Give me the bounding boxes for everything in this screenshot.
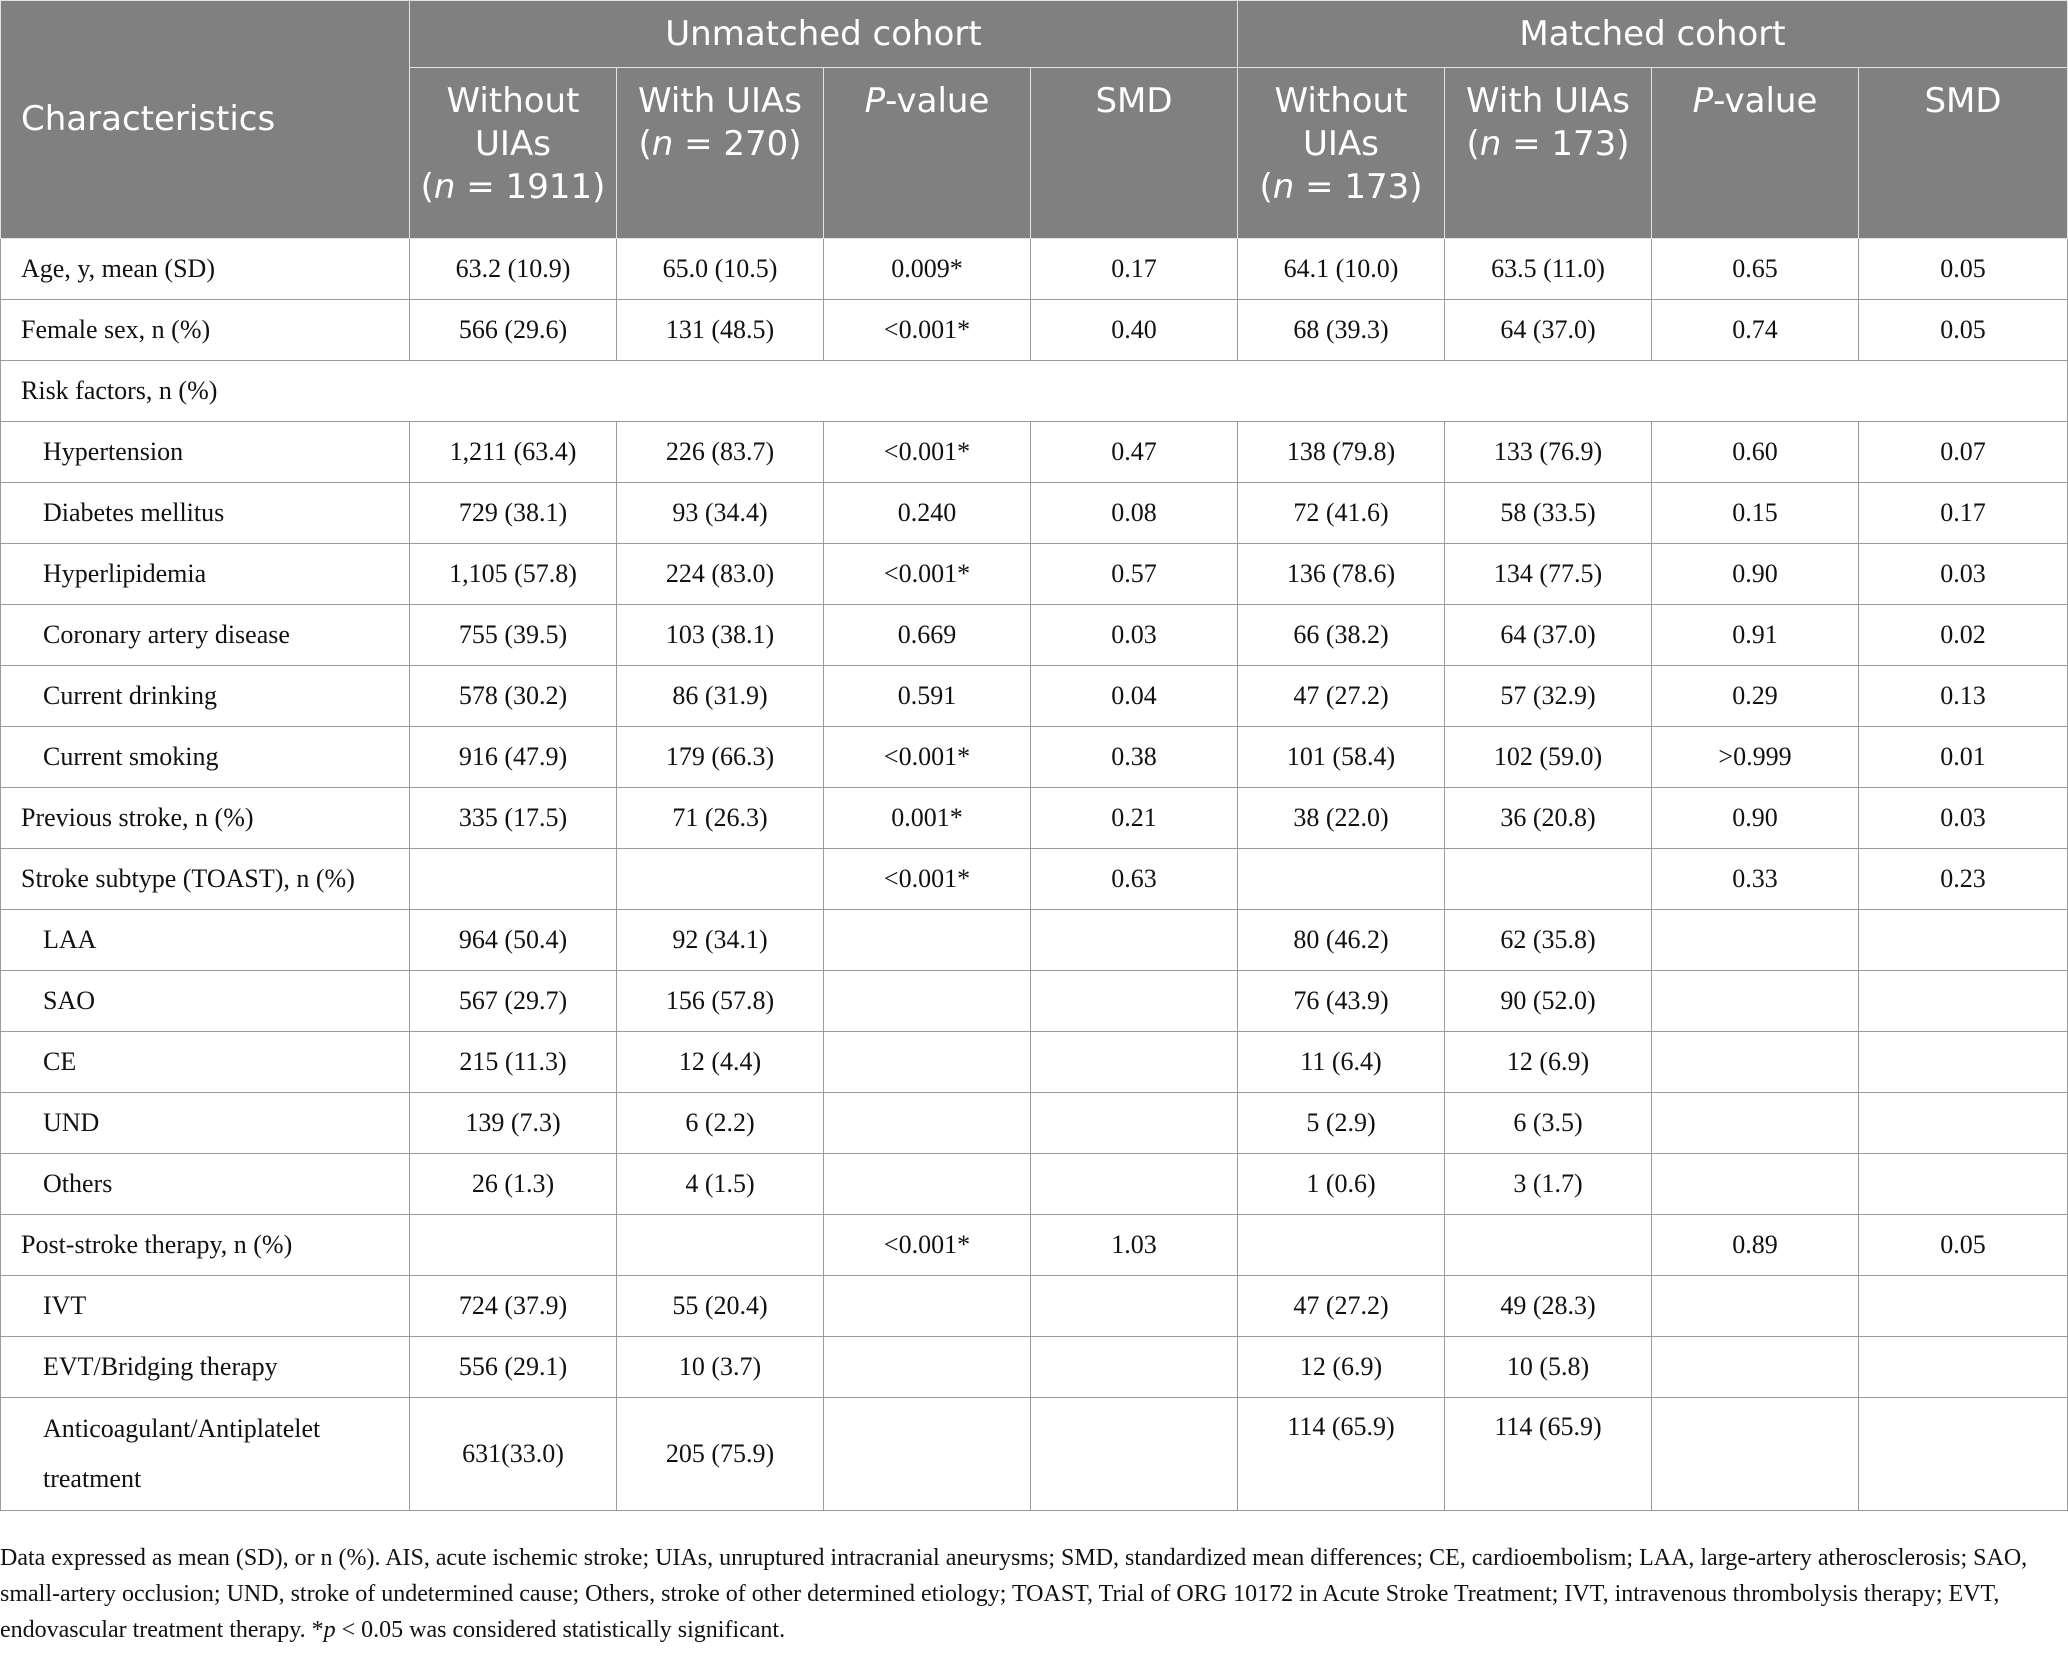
cell — [824, 1398, 1031, 1511]
cell — [1238, 1215, 1445, 1276]
cell: 578 (30.2) — [410, 666, 617, 727]
row-label: Female sex, n (%) — [1, 300, 410, 361]
cell: 0.57 — [1031, 544, 1238, 605]
cell: >0.999 — [1652, 727, 1859, 788]
header-n-symbol: n — [651, 124, 674, 164]
cell: 1 (0.6) — [1238, 1154, 1445, 1215]
table-row — [1, 1398, 2068, 1511]
cell: <0.001* — [824, 300, 1031, 361]
table-footnote — [0, 1540, 2040, 1648]
row-label: SAO — [1, 971, 410, 1032]
cell: 139 (7.3) — [410, 1093, 617, 1154]
cell: 0.05 — [1859, 239, 2068, 300]
cell: 10 (3.7) — [617, 1337, 824, 1398]
cell: 68 (39.3) — [1238, 300, 1445, 361]
cell: 136 (78.6) — [1238, 544, 1445, 605]
cell: 0.60 — [1652, 422, 1859, 483]
cell: 55 (20.4) — [617, 1276, 824, 1337]
row-label: Diabetes mellitus — [1, 483, 410, 544]
cell — [1652, 1337, 1859, 1398]
cell — [410, 1215, 617, 1276]
cell: 66 (38.2) — [1238, 605, 1445, 666]
cell: 131 (48.5) — [617, 300, 824, 361]
cell: 1,211 (63.4) — [410, 422, 617, 483]
header-unmatched-without: Without UIAs (n = 1911) — [410, 68, 617, 239]
header-matched-smd: SMD — [1859, 68, 2068, 239]
table-row — [1, 422, 2068, 483]
cell — [1031, 971, 1238, 1032]
cell: 0.009* — [824, 239, 1031, 300]
footnote-text: Data expressed as mean (SD), or n (%). AIS, acute ischemic stroke; UIAs, unruptured intracranial aneurysms; SMD, standardized mean differences; CE, cardioembolism; LAA, large-artery atherosclerosis; SAO, small-artery occlusion; UND, stroke of undetermined cause; Others, stroke of other determined etiology; TOAST, Trial of ORG 10172 in Acute Stroke Treatment; IVT, intravenous thrombolysis therapy; EVT, endovascular treatment therapy. * — [0, 1545, 2028, 1643]
cell: 1.03 — [1031, 1215, 1238, 1276]
cell — [1031, 910, 1238, 971]
cell: 0.01 — [1859, 727, 2068, 788]
cell: 63.2 (10.9) — [410, 239, 617, 300]
cell — [1652, 1032, 1859, 1093]
cell: 114 (65.9) — [1238, 1398, 1445, 1511]
table-row — [1, 727, 2068, 788]
cell — [1859, 910, 2068, 971]
cell — [1031, 1276, 1238, 1337]
row-label: IVT — [1, 1276, 410, 1337]
row-label: Coronary artery disease — [1, 605, 410, 666]
cell — [1031, 1337, 1238, 1398]
table-row — [1, 483, 2068, 544]
cell — [824, 1093, 1031, 1154]
table-row — [1, 544, 2068, 605]
cell: 47 (27.2) — [1238, 666, 1445, 727]
cell: 133 (76.9) — [1445, 422, 1652, 483]
cell — [1859, 1337, 2068, 1398]
cell — [1859, 1032, 2068, 1093]
cell: 92 (34.1) — [617, 910, 824, 971]
row-label: Hyperlipidemia — [1, 544, 410, 605]
cell — [1652, 1154, 1859, 1215]
table-row — [1, 605, 2068, 666]
cell: 76 (43.9) — [1238, 971, 1445, 1032]
header-n-symbol: n — [1272, 167, 1295, 207]
cell: 631(33.0) — [410, 1398, 617, 1511]
cell: 755 (39.5) — [410, 605, 617, 666]
cell: 102 (59.0) — [1445, 727, 1652, 788]
cell: 0.02 — [1859, 605, 2068, 666]
cell: 215 (11.3) — [410, 1032, 617, 1093]
cell: 0.17 — [1031, 239, 1238, 300]
header-n-value: = 173) — [1294, 167, 1423, 207]
header-n-value: = 1911) — [455, 167, 606, 207]
table-row — [1, 1215, 2068, 1276]
cell: 0.05 — [1859, 1215, 2068, 1276]
cell — [1652, 971, 1859, 1032]
header-n-value: = 270) — [673, 124, 802, 164]
header-unmatched-pvalue — [824, 68, 1031, 239]
cell: 11 (6.4) — [1238, 1032, 1445, 1093]
cell: 57 (32.9) — [1445, 666, 1652, 727]
table-row — [1, 910, 2068, 971]
cell: <0.001* — [824, 849, 1031, 910]
cell — [1859, 1276, 2068, 1337]
cell: 0.08 — [1031, 483, 1238, 544]
table-row — [1, 1276, 2068, 1337]
header-matched-without: Without UIAs (n = 173) — [1238, 68, 1445, 239]
table-row — [1, 788, 2068, 849]
cell: 12 (6.9) — [1445, 1032, 1652, 1093]
header-n-symbol: n — [1479, 124, 1502, 164]
cell: 6 (2.2) — [617, 1093, 824, 1154]
cell: <0.001* — [824, 422, 1031, 483]
cell: 64 (37.0) — [1445, 605, 1652, 666]
row-label: Current drinking — [1, 666, 410, 727]
cell — [1445, 1215, 1652, 1276]
cell: 65.0 (10.5) — [617, 239, 824, 300]
cell: 36 (20.8) — [1445, 788, 1652, 849]
cell — [824, 971, 1031, 1032]
cell — [1652, 1276, 1859, 1337]
cell: 114 (65.9) — [1445, 1398, 1652, 1511]
row-label: CE — [1, 1032, 410, 1093]
cell — [1652, 1093, 1859, 1154]
header-with-label: With UIAs — [1466, 81, 1630, 121]
cell: 556 (29.1) — [410, 1337, 617, 1398]
row-label: EVT/Bridging therapy — [1, 1337, 410, 1398]
cell: 6 (3.5) — [1445, 1093, 1652, 1154]
header-matched-pvalue — [1652, 68, 1859, 239]
cell: 0.74 — [1652, 300, 1859, 361]
cell: 63.5 (11.0) — [1445, 239, 1652, 300]
cell: 0.23 — [1859, 849, 2068, 910]
cell: 724 (37.9) — [410, 1276, 617, 1337]
header-matched-cohort: Matched cohort — [1238, 1, 2068, 68]
table-row — [1, 666, 2068, 727]
cell: 0.03 — [1859, 788, 2068, 849]
cell — [1031, 1032, 1238, 1093]
cell: 0.38 — [1031, 727, 1238, 788]
cell: 86 (31.9) — [617, 666, 824, 727]
cell: 205 (75.9) — [617, 1398, 824, 1511]
cell — [1859, 1398, 2068, 1511]
header-unmatched-cohort: Unmatched cohort — [410, 1, 1238, 68]
cell: 224 (83.0) — [617, 544, 824, 605]
row-label: Post-stroke therapy, n (%) — [1, 1215, 410, 1276]
header-matched-with: With UIAs (n = 173) — [1445, 68, 1652, 239]
cell — [617, 849, 824, 910]
cell: 5 (2.9) — [1238, 1093, 1445, 1154]
header-p-rest: -value — [1713, 81, 1818, 121]
cell: 58 (33.5) — [1445, 483, 1652, 544]
footnote-p-symbol: p — [323, 1617, 336, 1643]
table-row — [1, 1093, 2068, 1154]
header-characteristics: Characteristics — [1, 1, 410, 239]
cell: 0.17 — [1859, 483, 2068, 544]
cell: 566 (29.6) — [410, 300, 617, 361]
cell: 12 (6.9) — [1238, 1337, 1445, 1398]
cell: 64 (37.0) — [1445, 300, 1652, 361]
table-header — [1, 1, 2068, 239]
section-label: Risk factors, n (%) — [1, 361, 2068, 422]
cell: 0.05 — [1859, 300, 2068, 361]
cell: 0.669 — [824, 605, 1031, 666]
cell: 0.33 — [1652, 849, 1859, 910]
cell: 101 (58.4) — [1238, 727, 1445, 788]
cell: 916 (47.9) — [410, 727, 617, 788]
cell — [1859, 1093, 2068, 1154]
row-label: Previous stroke, n (%) — [1, 788, 410, 849]
cell — [1031, 1093, 1238, 1154]
cell: 3 (1.7) — [1445, 1154, 1652, 1215]
cell: 1,105 (57.8) — [410, 544, 617, 605]
cell: 38 (22.0) — [1238, 788, 1445, 849]
cell: 90 (52.0) — [1445, 971, 1652, 1032]
cell — [824, 1154, 1031, 1215]
table-row — [1, 1032, 2068, 1093]
cell — [1859, 1154, 2068, 1215]
cell: 10 (5.8) — [1445, 1337, 1652, 1398]
cell: 0.29 — [1652, 666, 1859, 727]
cell: 335 (17.5) — [410, 788, 617, 849]
cell — [1652, 910, 1859, 971]
cell: 64.1 (10.0) — [1238, 239, 1445, 300]
header-unmatched-smd: SMD — [1031, 68, 1238, 239]
table-body — [1, 239, 2068, 1511]
header-without-label: Without UIAs — [1274, 81, 1408, 164]
table-row-section — [1, 361, 2068, 422]
cell: 103 (38.1) — [617, 605, 824, 666]
cell: 0.47 — [1031, 422, 1238, 483]
cell: 0.07 — [1859, 422, 2068, 483]
table-row — [1, 971, 2068, 1032]
cell: 0.13 — [1859, 666, 2068, 727]
cell: 0.001* — [824, 788, 1031, 849]
header-p-symbol: P — [864, 81, 886, 121]
cell: 4 (1.5) — [617, 1154, 824, 1215]
cell: 0.591 — [824, 666, 1031, 727]
cell: 0.04 — [1031, 666, 1238, 727]
header-p-rest: -value — [885, 81, 990, 121]
cell: 138 (79.8) — [1238, 422, 1445, 483]
row-label: Hypertension — [1, 422, 410, 483]
cell: 0.240 — [824, 483, 1031, 544]
cell: 47 (27.2) — [1238, 1276, 1445, 1337]
cell: <0.001* — [824, 727, 1031, 788]
cell: 567 (29.7) — [410, 971, 617, 1032]
cell — [1445, 849, 1652, 910]
cell: 26 (1.3) — [410, 1154, 617, 1215]
cell — [824, 1276, 1031, 1337]
table-row — [1, 300, 2068, 361]
cell — [1859, 971, 2068, 1032]
row-label: Others — [1, 1154, 410, 1215]
header-n-value: = 173) — [1501, 124, 1630, 164]
table-row — [1, 1154, 2068, 1215]
cell — [824, 1337, 1031, 1398]
cell: <0.001* — [824, 544, 1031, 605]
cell: 93 (34.4) — [617, 483, 824, 544]
table-row — [1, 1337, 2068, 1398]
table-row — [1, 849, 2068, 910]
header-unmatched-with: With UIAs (n = 270) — [617, 68, 824, 239]
cell — [410, 849, 617, 910]
cell: 12 (4.4) — [617, 1032, 824, 1093]
cell: 72 (41.6) — [1238, 483, 1445, 544]
cell: 49 (28.3) — [1445, 1276, 1652, 1337]
cell — [1031, 1154, 1238, 1215]
cell: 71 (26.3) — [617, 788, 824, 849]
footnote-tail: < 0.05 was considered statistically significant. — [335, 1617, 786, 1643]
row-label: Current smoking — [1, 727, 410, 788]
row-label: LAA — [1, 910, 410, 971]
cell — [824, 910, 1031, 971]
cell: 964 (50.4) — [410, 910, 617, 971]
cell: 0.03 — [1859, 544, 2068, 605]
cell — [1238, 849, 1445, 910]
cell — [1652, 1398, 1859, 1511]
cell: 226 (83.7) — [617, 422, 824, 483]
header-p-symbol: P — [1692, 81, 1714, 121]
cell: 80 (46.2) — [1238, 910, 1445, 971]
row-label: UND — [1, 1093, 410, 1154]
cell: 0.21 — [1031, 788, 1238, 849]
cell: 0.90 — [1652, 788, 1859, 849]
header-n-symbol: n — [433, 167, 456, 207]
cell: 134 (77.5) — [1445, 544, 1652, 605]
table-row — [1, 239, 2068, 300]
header-with-label: With UIAs — [638, 81, 802, 121]
cell: 62 (35.8) — [1445, 910, 1652, 971]
cell: 0.91 — [1652, 605, 1859, 666]
row-label: Stroke subtype (TOAST), n (%) — [1, 849, 410, 910]
cell — [617, 1215, 824, 1276]
cell: 0.90 — [1652, 544, 1859, 605]
cell: 156 (57.8) — [617, 971, 824, 1032]
cell: 0.40 — [1031, 300, 1238, 361]
cell: 0.65 — [1652, 239, 1859, 300]
cell — [824, 1032, 1031, 1093]
cell: 729 (38.1) — [410, 483, 617, 544]
cell: 0.03 — [1031, 605, 1238, 666]
header-without-label: Without UIAs — [446, 81, 580, 164]
row-label: Age, y, mean (SD) — [1, 239, 410, 300]
cell: 179 (66.3) — [617, 727, 824, 788]
row-label: Anticoagulant/Antiplatelet treatment — [1, 1398, 410, 1511]
cell: 0.63 — [1031, 849, 1238, 910]
cell: 0.15 — [1652, 483, 1859, 544]
cell — [1031, 1398, 1238, 1511]
cell: 0.89 — [1652, 1215, 1859, 1276]
cell: <0.001* — [824, 1215, 1031, 1276]
